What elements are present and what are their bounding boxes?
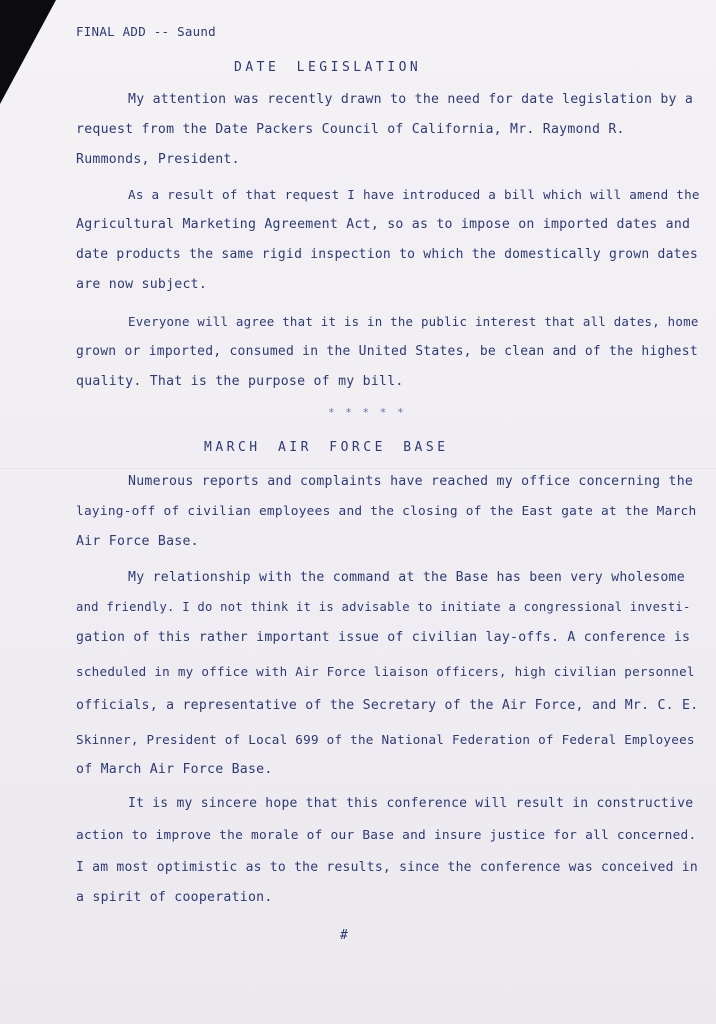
body-line: My relationship with the command at the Base has been very wholesome: [128, 570, 685, 585]
section-separator: * * * * *: [328, 406, 406, 419]
body-line: are now subject.: [76, 277, 208, 292]
heading-date-legislation: DATE LEGISLATION: [234, 60, 422, 75]
body-line: My attention was recently drawn to the need for date legislation by a: [128, 92, 694, 107]
body-line: Rummonds, President.: [76, 152, 240, 167]
body-line: and friendly. I do not think it is advisable to initiate a congressional investi-: [76, 600, 691, 614]
body-line: gation of this rather important issue of civilian lay-offs. A conference is: [76, 630, 691, 645]
page-fold-crease: [0, 468, 716, 469]
body-line: request from the Date Packers Council of California, Mr. Raymond R.: [76, 122, 625, 137]
body-line: It is my sincere hope that this conference will result in constructive: [128, 796, 694, 811]
end-mark: #: [340, 928, 348, 943]
body-line: scheduled in my office with Air Force liaison officers, high civilian personnel: [76, 664, 695, 679]
body-line: officials, a representative of the Secretary of the Air Force, and Mr. C. E.: [76, 698, 699, 713]
body-line: date products the same rigid inspection to which the domestically grown dates: [76, 247, 698, 262]
body-line: quality. That is the purpose of my bill.: [76, 374, 404, 389]
body-line: of March Air Force Base.: [76, 762, 273, 777]
body-line: Numerous reports and complaints have reached my office concerning the: [128, 474, 694, 489]
body-line: I am most optimistic as to the results, since the conference was conceived in: [76, 860, 698, 875]
folded-corner: [0, 0, 56, 104]
body-line: laying-off of civilian employees and the closing of the East gate at the March: [76, 504, 697, 519]
body-line: Everyone will agree that it is in the public interest that all dates, home: [128, 314, 699, 329]
body-line: Air Force Base.: [76, 534, 199, 549]
body-line: action to improve the morale of our Base and insure justice for all concerned.: [76, 828, 697, 843]
body-line: a spirit of cooperation.: [76, 890, 273, 905]
body-line: As a result of that request I have introduced a bill which will amend the: [128, 187, 700, 202]
header-reference: FINAL ADD -- Saund: [76, 24, 216, 39]
heading-march-air-force-base: MARCH AIR FORCE BASE: [204, 440, 449, 455]
body-line: grown or imported, consumed in the United States, be clean and of the highest: [76, 344, 698, 359]
body-line: Skinner, President of Local 699 of the National Federation of Federal Employees: [76, 732, 695, 747]
body-line: Agricultural Marketing Agreement Act, so as to impose on imported dates and: [76, 217, 691, 232]
